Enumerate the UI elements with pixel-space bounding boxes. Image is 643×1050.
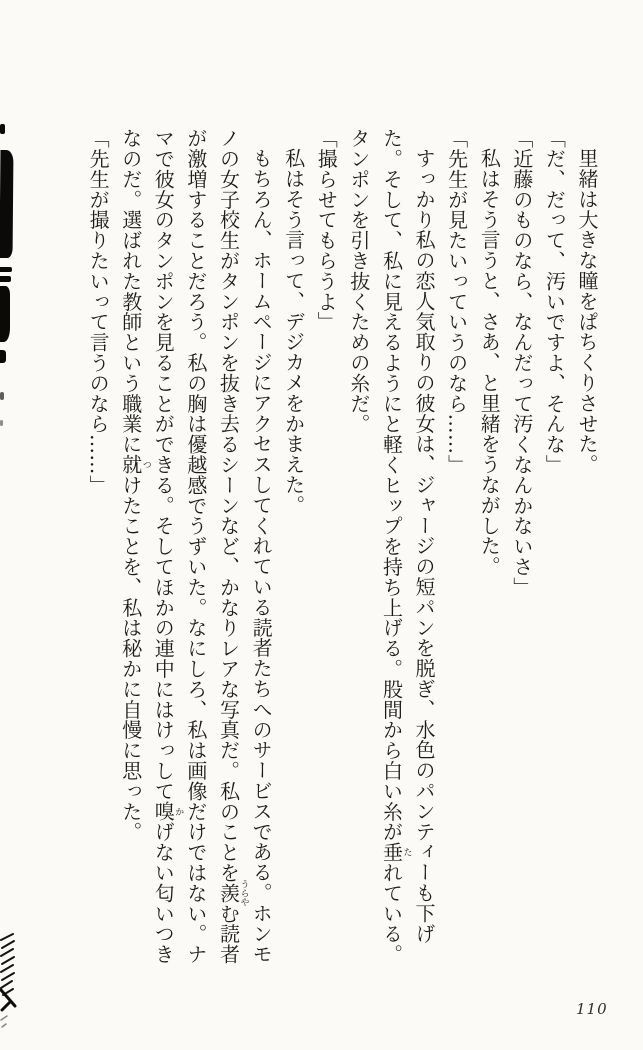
paragraph: 私はそう言うと、さあ、と里緒をうながした。 [477, 148, 502, 577]
ruby-annotated-kanji: 就つ [118, 454, 151, 475]
text-body [79, 128, 603, 968]
ruby-annotated-kanji: 垂た [379, 842, 412, 863]
paragraph: もちろん、ホームページにアクセスしてくれている読者たちへのサービスである。ホンモノの女子校生がタンポンを抜き去るシーンなど、かなりレアな写真だ。私のことを羨うらやむ読者が激増することだろう。私の胸は優越感でうずいた。なにしろ、私は画像だけではない。ナマで彼女のタンポンを見ることができる。そしてほかの連中にはけっして嗅かげない匂いつきなのだ。選ばれた教師という職業に就つけたことを、私は秘かに自慢に思った。 [118, 128, 274, 965]
scan-artifact-speck [0, 350, 6, 363]
paragraph: 里緒は大きな瞳をぱちくりさせた。 [575, 148, 599, 475]
scan-artifact-bar [0, 150, 13, 258]
paragraph: 「先生が見たいっていうのなら……」 [444, 128, 469, 475]
scan-artifact-speck [0, 420, 3, 426]
ruby-annotated-kanji: 羨うらや [216, 879, 249, 907]
scan-artifact-scribble [0, 932, 22, 1032]
paragraph: 「だ、だって、汚いですよ、そんな」 [542, 128, 567, 475]
paragraph: 「先生が撮りたいって言うのなら……」 [86, 128, 111, 496]
page-number: 110 [576, 1000, 608, 1018]
scan-artifact-speck [0, 124, 5, 134]
scan-artifact-dash [0, 267, 12, 272]
scan-artifact-dash [0, 276, 11, 282]
paragraph: 「撮らせてもらうよ」 [314, 128, 339, 332]
paragraph: すっかり私の恋人気取りの彼女は、ジャージの短パンを脱ぎ、水色のパンティーも下げた。そして、私に見えるようにと軽くヒップを持ち上げる。股間から白い糸が垂たれている。タンポンを引き抜くための糸だ。 [346, 128, 437, 965]
paragraph: 私はそう言って、デジカメをかまえた。 [281, 148, 306, 516]
ruby-annotated-kanji: 嗅か [151, 801, 184, 822]
paragraph: 「近藤のものなら、なんだって汚くなんかないさ」 [509, 128, 534, 598]
scan-artifact-bar [0, 286, 10, 342]
scan-artifact-speck [0, 392, 4, 400]
